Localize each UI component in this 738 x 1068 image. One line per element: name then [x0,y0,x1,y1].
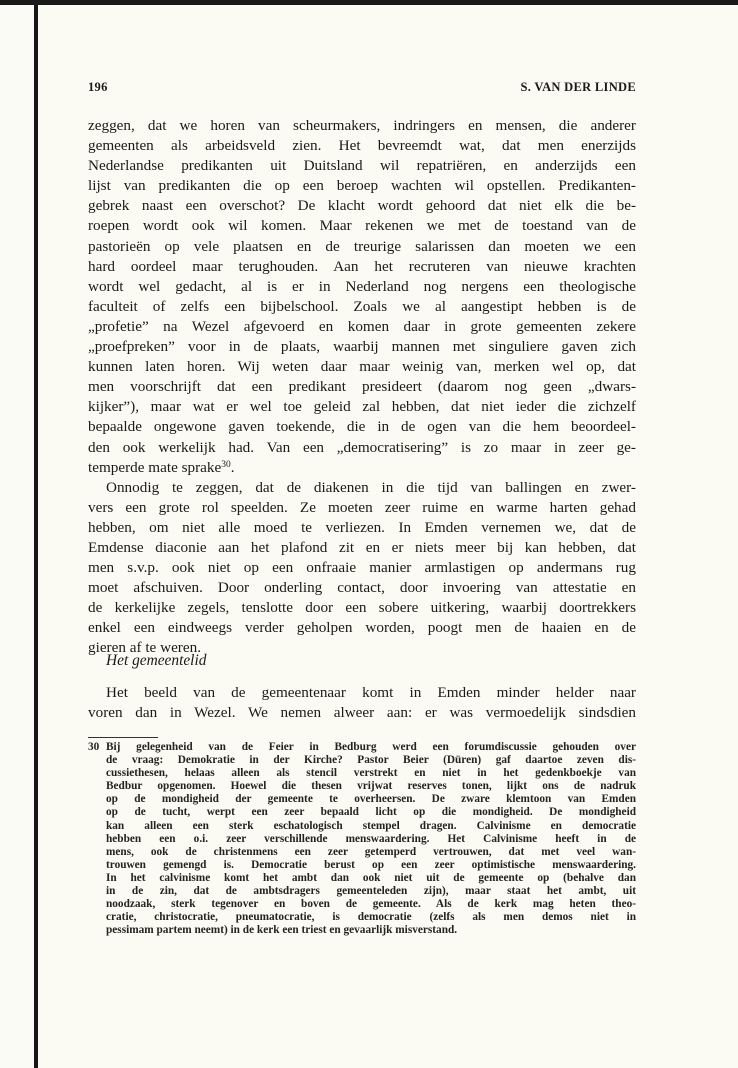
text-line: den ook werkelijk had. Van een „democratisering” is zo maar in zeer ge- [88,438,636,456]
text-line: Onnodig te zeggen, dat de diakenen in die tijd van ballingen en zwer- [106,478,636,496]
text-line: „proefpreken” voor in de plaats, waarbij mannen met singuliere gaven zich [88,338,636,356]
line-text: temperde mate sprake [88,458,222,476]
text-line: Het beeld van de gemeentenaar komt in Emden minder helder naar [106,684,636,701]
text-line: gebrek naast een overschot? De klacht wordt gehoord dat niet elk die be- [88,197,636,215]
text-line: de kerkelijke zegels, tenslotte door een sobere uitkering, waarbij doortrekkers [88,599,636,617]
text-line: „profetie” na Wezel afgevoerd en komen daar in grote gemeenten zekere [88,317,636,335]
footnote-line: noodzaak, sterk tegenover en boven de gemeente. Als de kerk mag heten theo- [106,898,636,911]
text-line: faculteit of zelfs een bijbelschool. Zoals we al aangestipt hebben is de [88,297,636,315]
footnote-line: op de tucht, werpt een zeer bepaald licht op die mondigheid. De mondigheid [106,806,636,819]
paragraph-2 [88,478,636,659]
text-line: zeggen, dat we horen van scheurmakers, indringers en mensen, die anderer [88,117,636,134]
text-line: enkel een eindweegs verder geholpen worden, poogt men de haaien en de [88,619,636,637]
text-line: men voorschrijft dat een predikant presideert (daarom nog geen „dwars- [88,378,636,396]
line-end: . [230,458,235,476]
main-text [88,116,636,659]
running-head: S. VAN DER LINDE [520,80,636,94]
text-line: hard oordeel maar terughouden. Aan het recruteren van nieuwe krachten [88,257,636,275]
footnote-text [106,741,636,937]
section-heading: Het gemeentelid [106,652,207,669]
footnote-line: cussiethesen, helaas alleen als stencil verstrekt en niet in het gedenkboekje van [106,767,636,780]
text-line: wordt wel gedacht, al is er in Nederland nog nergens een theologische [88,277,636,295]
page-header [88,80,636,100]
footnote-line: hebben een o.i. zeer verschillende menswaardering. Het Calvinisme heeft in de [106,832,636,845]
section-paragraph [88,683,636,723]
scan-edge-line [34,0,38,1068]
text-line: gemeenten als arbeidsveld zien. Het bevreemdt wat, dat men enerzijds [88,137,636,155]
text-line: kunnen laten horen. Wij weten daar maar weinig van, merken wel op, dat [88,358,636,376]
text-line: vers een grote rol speelden. Ze moeten zeer ruime en warme harten gehad [88,498,636,516]
footnote-line: kan alleen een sterk eschatologisch stempel dragen. Calvinisme en democratie [106,819,636,832]
text-line: pastorieën op vele plaatsen en de treurige salarissen dan moeten we een [88,237,636,255]
footnote-line: trouwen gemengd is. Democratie berust op een zeer optimistische menswaardering. [106,858,636,871]
footnote-line: in de zin, dat de ambtsdragers gemeenteleden zijn), maar staat het ambt, uit [106,885,636,898]
text-line: lijst van predikanten die op een beroep wachten wil opstellen. Predikanten- [88,177,636,195]
footnote-rule [88,737,158,738]
footnote-line: de vraag: Demokratie in der Kirche? Pastor Beier (Düren) gaf daartoe zeven dis- [106,754,636,767]
page-number: 196 [88,80,108,94]
text-line: men s.v.p. ook niet op een onfraaie manier armlastigen op andermans rug [88,559,636,577]
text-line: bepaalde ongewone gaven toekende, die in de ogen van die hem beoordeel- [88,418,636,436]
footnote-line: Bedbur opgenomen. Hoewel die thesen vrijwat reserves tonen, lijkt ons de nadruk [106,780,636,793]
paragraph-1 [88,116,636,478]
text-line: hebben, om niet alle moed te verliezen. In Emden vernemen we, dat de [88,518,636,536]
text-line: moet afschuiven. Door onderling contact, door invoering van attestatie en [88,579,636,597]
footnote-line: In het calvinisme komt het ambt dan ook niet uit de gemeente op (behalve dan [106,871,636,884]
footnote-reference[interactable]: 30 [221,459,231,470]
footnote-line: Bij gelegenheid van de Feier in Bedburg werd een forumdiscussie gehouden over [106,741,636,753]
text-line: kijker”), maar wat er wel toe geleid zal hebben, dat niet ieder die zichzelf [88,398,636,416]
footnote-line: op de mondigheid der gemeente te overheersen. De zware klemtoon van Emden [106,793,636,806]
text-line: Emdense diaconie aan het plafond zit en er niets meer bij kan hebben, dat [88,538,636,556]
footnote-line: pessimam partem neemt) in de kerk een triest en gevaarlijk misverstand. [106,924,458,937]
footnote-line: cratie, christocratie, pneumatocratie, is democratie (zelfs als men demos niet in [106,911,636,924]
footnote-line: mens, ook de christenmens een zeer getemperd vertrouwen, dat met veel wan- [106,845,636,858]
text-line: gieren af te weren. [88,639,201,657]
text-line: roepen wordt ook wil komen. Maar rekenen we met de toestand van de [88,217,636,235]
text-line: Nederlandse predikanten uit Duitsland wil repatriëren, en anderzijds een [88,157,636,175]
footnote-number: 30 [88,741,100,753]
text-line-last [88,458,636,478]
text-line: voren dan in Wezel. We nemen alweer aan: er was vermoedelijk sindsdien [88,704,636,722]
